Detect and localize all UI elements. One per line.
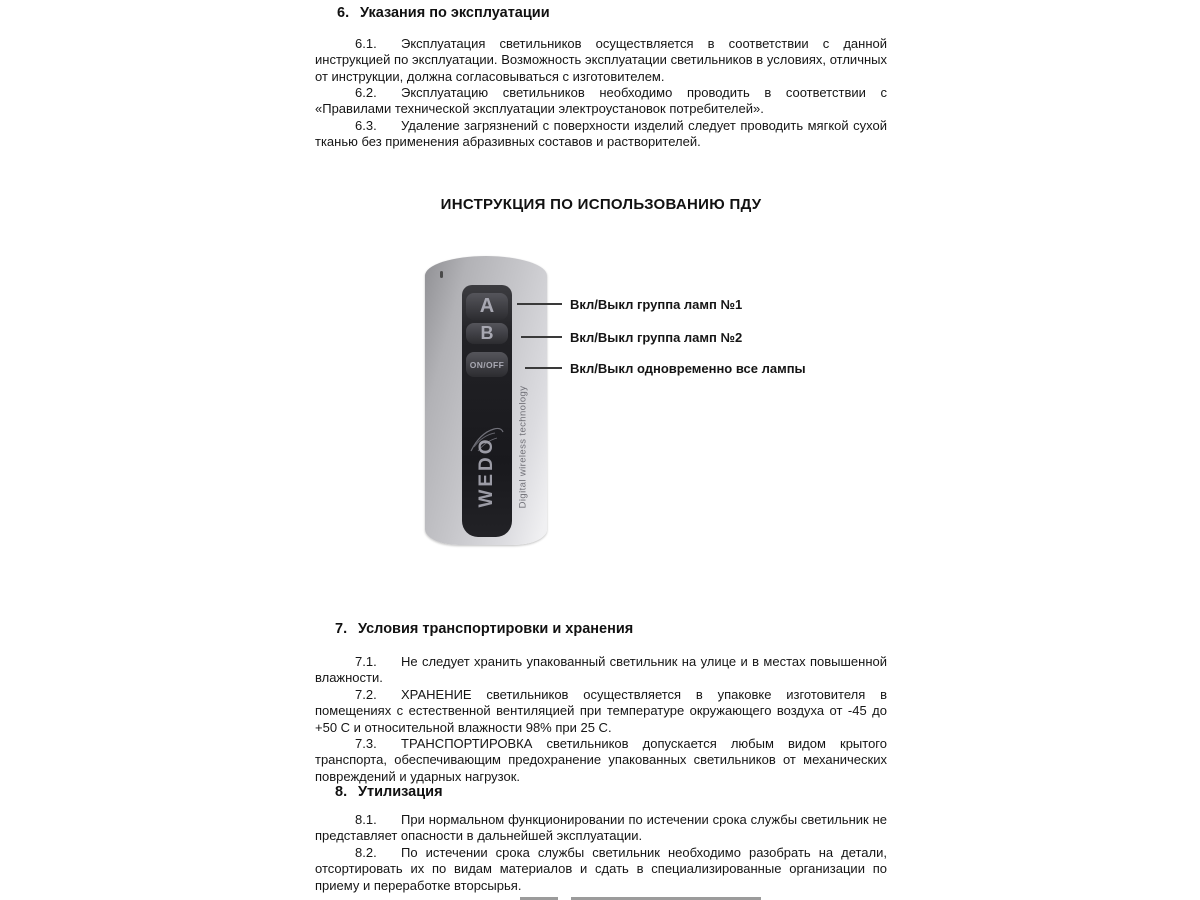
- paragraph-6-1: [315, 36, 887, 85]
- section-6-number: 6.: [337, 5, 350, 21]
- paragraph-7-3: [315, 736, 887, 785]
- callout-line-2: [521, 336, 562, 338]
- paragraph-number: 6.3.: [355, 118, 377, 133]
- button-a: A: [466, 293, 508, 320]
- paragraph-text: Эксплуатация светильников осуществляется в соответствии с данной инструкцией по эксплуатации. Возможность эксплуатации светильников в условиях, отличных от инструкции, должна согласовываться с изготовителем.: [315, 36, 887, 84]
- section-6-heading: [337, 5, 550, 21]
- paragraph-8-1: [315, 812, 887, 845]
- paragraph-number: 8.1.: [355, 812, 377, 827]
- pdu-instruction-heading: ИНСТРУКЦИЯ ПО ИСПОЛЬЗОВАНИЮ ПДУ: [440, 196, 762, 213]
- section-8-title: Утилизация: [358, 784, 443, 800]
- paragraph-8-2: [315, 845, 887, 894]
- button-b: B: [466, 323, 508, 344]
- paragraph-number: 7.2.: [355, 687, 377, 702]
- paragraph-text: ТРАНСПОРТИРОВКА светильников допускается любым видом крытого транспорта, обеспечивающим предохранение упакованных светильников от механических повреждений и ударных нагрузок.: [315, 736, 887, 784]
- paragraph-7-1: [315, 654, 887, 687]
- paragraph-text: Удаление загрязнений с поверхности изделий следует проводить мягкой сухой тканью без применения абразивных составов и растворителей.: [315, 118, 887, 150]
- wedo-brand-text: WEDO: [476, 436, 497, 508]
- remote-control-photo: [425, 256, 547, 545]
- remote-button-panel: [462, 285, 512, 537]
- callout-line-1: [517, 303, 562, 305]
- paragraph-number: 6.2.: [355, 85, 377, 100]
- paragraph-6-2: [315, 85, 887, 118]
- callout-line-3: [525, 367, 562, 369]
- paragraph-6-3: [315, 118, 887, 151]
- section-7-heading: [335, 621, 633, 637]
- paragraph-number: 6.1.: [355, 36, 377, 51]
- paragraph-text: При нормальном функционировании по истечении срока службы светильник не представляет опасности в дальнейшей эксплуатации.: [315, 812, 887, 844]
- section-6-title: Указания по эксплуатации: [360, 5, 550, 21]
- section-8-number: 8.: [335, 784, 348, 800]
- button-on-off: ON/OFF: [466, 352, 508, 377]
- callout-label-all-lamps: Вкл/Выкл одновременно все лампы: [570, 361, 806, 376]
- led-indicator: [440, 271, 443, 278]
- section-7-number: 7.: [335, 621, 348, 637]
- paragraph-text: Не следует хранить упакованный светильник на улице и в местах повышенной влажности.: [315, 654, 887, 686]
- paragraph-text: Эксплуатацию светильников необходимо проводить в соответствии с «Правилами технической эксплуатации электроустановок потребителей».: [315, 85, 887, 117]
- section-7-title: Условия транспортировки и хранения: [358, 621, 634, 637]
- paragraph-7-2: [315, 687, 887, 736]
- section-8-heading: [335, 784, 443, 800]
- paragraph-number: 8.2.: [355, 845, 377, 860]
- remote-tagline-text: Digital wireless technology: [517, 385, 529, 509]
- paragraph-text: ХРАНЕНИЕ светильников осуществляется в упаковке изготовителя в помещениях с естественной вентиляцией при температуре окружающего воздуха от -45 до +50 С и относительной влажности 98% при 25 С.: [315, 687, 887, 735]
- callout-label-group1: Вкл/Выкл группа ламп №1: [570, 297, 743, 312]
- paragraph-number: 7.1.: [355, 654, 377, 669]
- paragraph-number: 7.3.: [355, 736, 377, 751]
- paragraph-text: По истечении срока службы светильник необходимо разобрать на детали, отсортировать их по видам материалов и сдать в специализированные организации по приему и переработке вторсырья.: [315, 845, 887, 893]
- callout-label-group2: Вкл/Выкл группа ламп №2: [570, 330, 743, 345]
